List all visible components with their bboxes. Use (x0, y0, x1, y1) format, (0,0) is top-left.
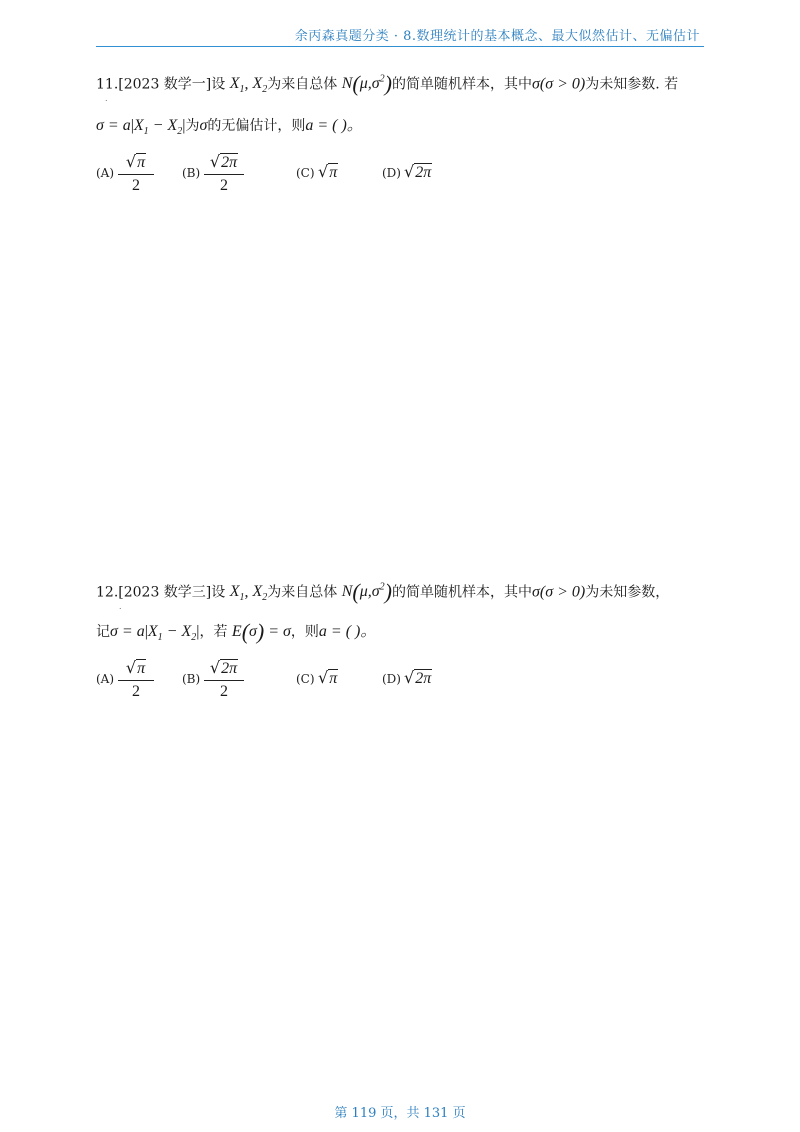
hat-mark: ˙ (104, 100, 109, 110)
text: 为未知参数， (585, 584, 670, 601)
problem-number: 12. (96, 584, 119, 601)
text: 为来自总体 (267, 76, 338, 93)
problem-12-line-1 (96, 578, 669, 609)
var-x1: $X_1$ (147, 623, 163, 644)
answer-blank: a = ( )。 (305, 117, 363, 134)
problem-11-line-1 (96, 70, 678, 101)
text: 为未知参数. 若 (585, 76, 679, 93)
choice-label: (C) (296, 166, 315, 180)
var-x1: $X_1$ (229, 583, 245, 604)
abs-close: | (196, 623, 200, 640)
choice-label: (C) (296, 672, 315, 686)
text: ，则 (290, 624, 319, 640)
abs-open: | (144, 623, 148, 640)
problem-11-line-2 (96, 116, 363, 142)
sqrt-expr: √π (318, 668, 338, 687)
sigma-condition: σ(σ > 0) (532, 75, 586, 93)
sqrt-expr: √π (318, 162, 338, 181)
fraction: $\frac{√2\pi}{2}$ (204, 150, 244, 197)
choice-label: (B) (182, 672, 201, 686)
choice-label: (A) (96, 672, 115, 686)
text: 设 (211, 76, 226, 93)
comma: , (244, 583, 253, 601)
sqrt-expr: √2π (404, 162, 432, 181)
var-x2: $X_2$ (252, 583, 268, 604)
fraction: $\frac{√\pi}{2}$ (118, 656, 154, 703)
page-header (96, 22, 704, 47)
text: 的简单随机样本，其中 (392, 584, 532, 601)
problem-number: 11. (96, 76, 119, 93)
estimator-expr: σ = a (96, 117, 131, 134)
problem-source: [2023 数学三] (118, 584, 212, 601)
sigma: σ (199, 117, 208, 134)
problem-12-line-2 (96, 619, 377, 648)
minus-x2: − $X_2$ (148, 117, 183, 138)
problem-11-choices (96, 150, 616, 200)
header-title: 余丙森真题分类 · 8.数理统计的基本概念、最大似然估计、无偏估计 (294, 29, 700, 44)
var-x1: $X_1$ (229, 75, 245, 96)
text: 为来自总体 (267, 584, 338, 601)
minus-x2: − $X_2$ (162, 623, 197, 644)
sigma-condition: σ(σ > 0) (532, 583, 586, 601)
text: 的简单随机样本，其中 (392, 76, 532, 93)
text: 记 (96, 624, 110, 640)
fraction: $\frac{√\pi}{2}$ (118, 150, 154, 197)
problem-12-choices (96, 656, 616, 706)
text: 设 (211, 584, 226, 601)
answer-blank: a = ( )。 (318, 623, 377, 640)
sqrt-expr: √2π (404, 668, 432, 687)
page-footer: 第 119 页，共 131 页 (334, 1106, 466, 1121)
estimator-expr: σ = a (110, 623, 145, 640)
abs-close: | (182, 117, 186, 134)
expectation: E(σ) = σ (231, 619, 291, 644)
abs-open: | (130, 117, 134, 134)
text: ，若 (199, 624, 228, 640)
choice-label: (B) (182, 166, 201, 180)
var-x1: $X_1$ (133, 117, 149, 138)
comma: , (244, 75, 253, 93)
hat-mark: ˙ (118, 608, 123, 618)
var-x2: $X_2$ (252, 75, 268, 96)
problem-source: [2023 数学一] (118, 76, 212, 93)
fraction: $\frac{√2\pi}{2}$ (204, 656, 244, 703)
choice-label: (D) (382, 166, 401, 180)
choice-label: (D) (382, 672, 401, 686)
normal-dist: $N(\mu,\sigma^2)$ (341, 71, 392, 97)
normal-dist: $N(\mu,\sigma^2)$ (341, 579, 392, 605)
text: 的无偏估计，则 (207, 118, 306, 134)
text: 为 (185, 118, 200, 134)
choice-label: (A) (96, 166, 115, 180)
